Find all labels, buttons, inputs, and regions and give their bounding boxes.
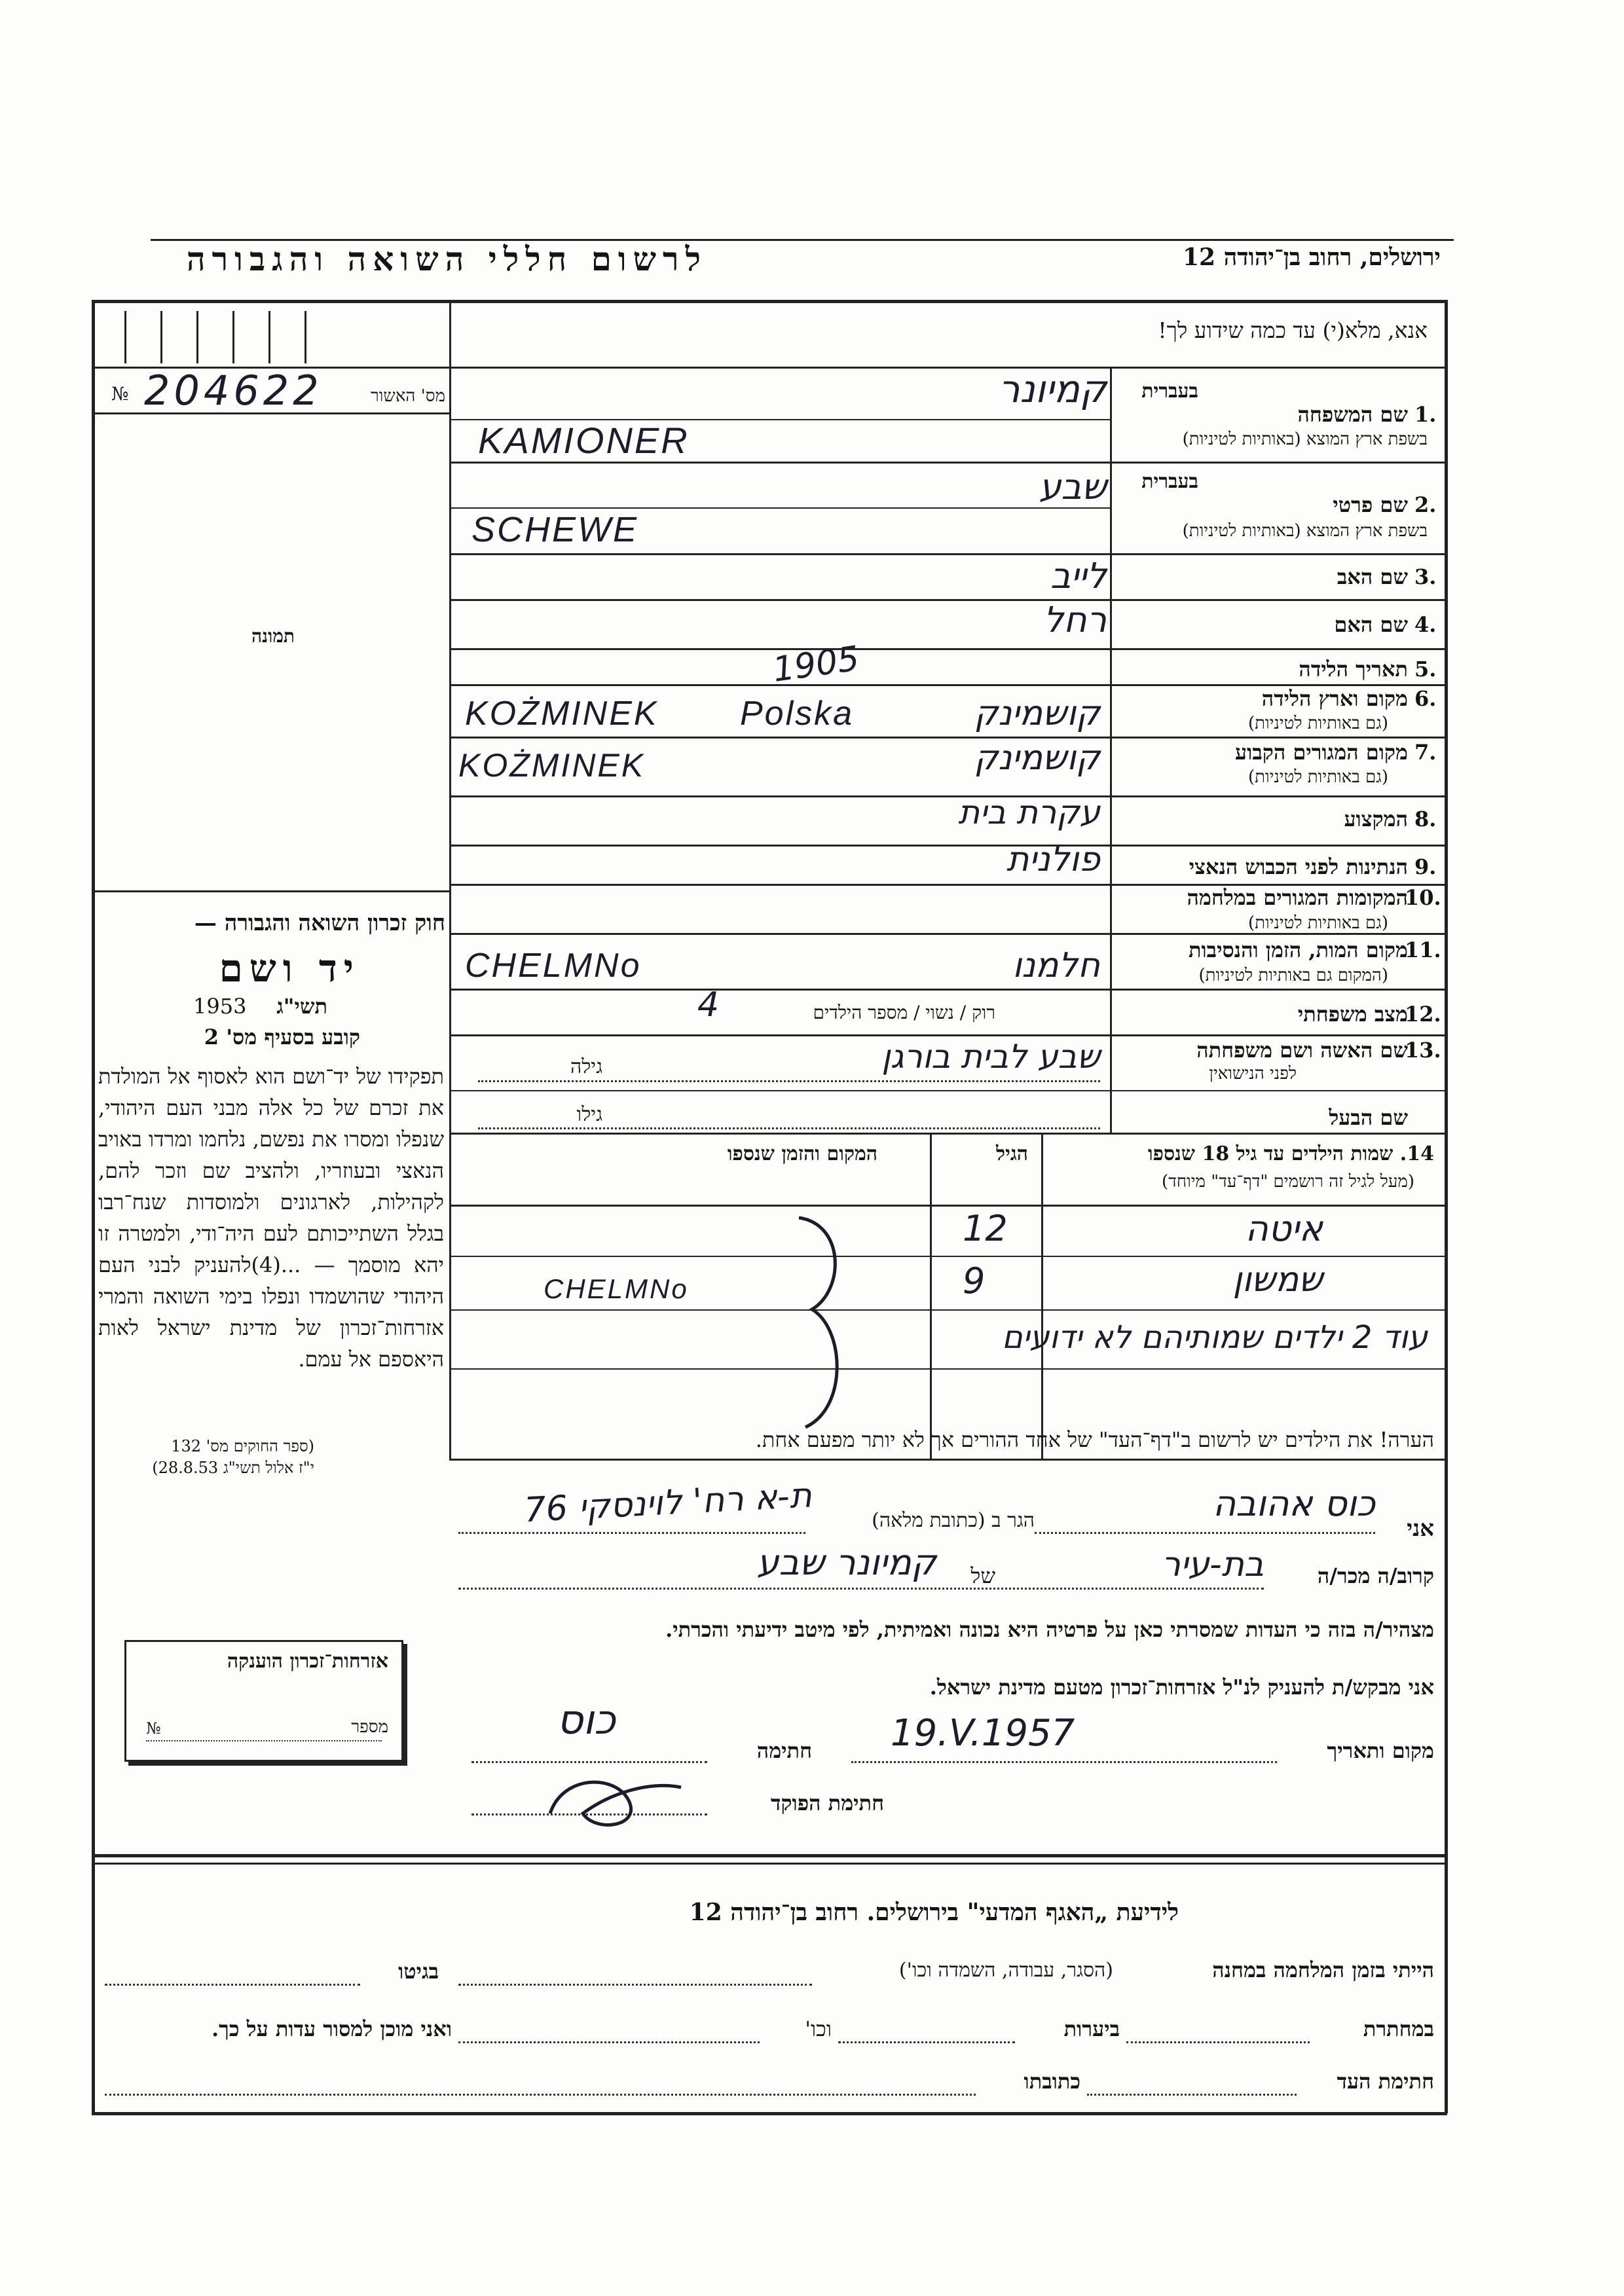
- field-6-sub: (גם באותיות לטיניות): [1247, 714, 1388, 733]
- field-2-num: 2.: [1414, 492, 1437, 517]
- field-1-num: 1.: [1414, 402, 1437, 427]
- children-row-rule: [449, 1309, 1445, 1311]
- field-10-rule: [449, 933, 1445, 935]
- header-title: לרשום חללי השואה והגבורה: [186, 240, 707, 278]
- field-11-num: 11.: [1405, 938, 1441, 962]
- field-13-label: שם האשה ושם משפחתה: [1196, 1038, 1408, 1063]
- relation-label: קרוב/ה מכר/ה: [1317, 1563, 1434, 1588]
- field-6-label: מקום וארץ הלידה: [1261, 686, 1408, 711]
- husband-dotted: [478, 1127, 1100, 1129]
- field-9-label: הנתינות לפני הכבוש הנאצי: [1189, 854, 1408, 879]
- children-header-age: הגיל: [995, 1142, 1028, 1165]
- citizenship-number-label: מספר: [351, 1717, 388, 1737]
- field-11-value-latin: CHELMNo: [465, 947, 642, 985]
- footer-line3-b: כתובתו: [1024, 2069, 1080, 2094]
- children-row-rule: [449, 1256, 1445, 1257]
- field-1-sub-he: בעברית: [1141, 380, 1198, 403]
- child-age: 12: [963, 1208, 1008, 1249]
- field-2-value-latin: SCHEWE: [471, 510, 639, 549]
- left-column-divider: [449, 300, 451, 1459]
- field-3-value: לייב: [1050, 555, 1107, 596]
- place-date-value: 19.V.1957: [891, 1712, 1075, 1755]
- children-note: הערה! את הילדים יש לרשום ב"דף־העד" של אחד ההורים אך לא יותר מפעם אחת.: [755, 1427, 1434, 1452]
- footer-top-rule: [92, 1854, 1447, 1857]
- husband-age-label: גילו: [576, 1103, 602, 1126]
- of-value: קמיונר שבע: [756, 1542, 936, 1583]
- tick-mark: [232, 311, 234, 363]
- field-12-label: מצב משפחתי: [1297, 1002, 1408, 1027]
- header-address: ירושלים, רחוב בן־יהודה 12: [1182, 244, 1441, 271]
- field-10-label: המקומות המגורים במלחמה: [1187, 885, 1408, 910]
- husband-label: שם הבעל: [1329, 1105, 1408, 1130]
- footer-line2-dotted: [1126, 2041, 1310, 2043]
- law-ref-1: (ספר החוקים מס' 132: [171, 1437, 314, 1455]
- form-intro: אנא, מלא(י) עד כמה שידוע לך!: [1158, 318, 1428, 343]
- field-4-num: 4.: [1414, 612, 1437, 637]
- field-12-value: 4: [697, 985, 720, 1025]
- children-header-rule: [449, 1205, 1445, 1207]
- field-11-sub: (המקום גם באותיות לטיניות): [1198, 966, 1388, 985]
- field-13-age-label: גילה: [570, 1055, 602, 1078]
- declaration-statement: מצהיר/ה בזה כי העדות שמסרתי כאן על פרטיה היא נכונה ואמיתית, לפי מיטב ידיעתי והכרתי.: [665, 1617, 1434, 1642]
- field-9-num: 9.: [1414, 854, 1437, 879]
- field-7-value-he: קושמינק: [974, 738, 1100, 778]
- footer-line3-a: חתימת העד: [1337, 2069, 1434, 2094]
- place-date-dotted: [851, 1761, 1277, 1763]
- declarant-label: אני: [1407, 1516, 1434, 1542]
- field-10-num: 10.: [1405, 885, 1441, 910]
- field-7-num: 7.: [1414, 740, 1437, 765]
- child-name: עוד 2 ילדים שמותיהם לא ידועים: [1001, 1319, 1428, 1356]
- field-7-label: מקום המגורים הקבוע: [1235, 740, 1408, 765]
- children-age-divider-left: [1041, 1133, 1043, 1460]
- field-12-options: רוק / נשוי / מספר הילדים: [813, 1002, 995, 1023]
- law-year: 1953: [193, 994, 247, 1019]
- footer-line3-dotted: [1087, 2094, 1297, 2096]
- declarant-dotted: [1035, 1532, 1375, 1534]
- form-bottom-border: [92, 2112, 1447, 2115]
- citizenship-box-title: אזרחות־זכרון הוענקה: [227, 1650, 388, 1673]
- husband-rule: [449, 1133, 1445, 1135]
- declarant-name: כוס אהובה: [1212, 1483, 1375, 1524]
- child-place: CHELMNo: [544, 1273, 689, 1304]
- law-section: קובע בסעיף מס' 2: [204, 1025, 360, 1049]
- field-2-value-he: שבע: [1039, 466, 1107, 507]
- tick-mark: [160, 311, 162, 363]
- field-13-dotted: [478, 1080, 1100, 1082]
- field-13-sub: לפני הנישואין: [1209, 1064, 1297, 1084]
- field-1-rule: [449, 462, 1445, 464]
- footer-line2-dotted-3: [458, 2041, 760, 2043]
- photo-label: תמונה: [251, 625, 295, 647]
- registration-label: מס' האשור: [370, 386, 445, 406]
- official-signature-scribble: [537, 1768, 694, 1840]
- declaration-request: אני מבקש/ת להעניק לנ"ל אזרחות־זכרון מטעם מדינת ישראל.: [929, 1675, 1434, 1700]
- field-12-num: 12.: [1405, 1002, 1441, 1027]
- address-dotted: [458, 1532, 805, 1534]
- field-1-value-latin: KAMIONER: [478, 420, 690, 461]
- field-3-label: שם האב: [1337, 564, 1408, 589]
- children-header-name-sub: (מעל לגיל זה רושמים "דף־עד" מיוחד): [1162, 1172, 1414, 1192]
- law-ref-2: י"ז אלול תשי"ג 28.8.53): [152, 1459, 314, 1477]
- child-age: 9: [963, 1260, 986, 1302]
- field-4-rule: [449, 648, 1445, 650]
- field-8-label: המקצוע: [1344, 807, 1408, 831]
- field-5-label: תאריך הלידה: [1299, 657, 1408, 682]
- footer-line2-b: ביערות: [1063, 2016, 1120, 2041]
- field-2-mid-rule: [449, 507, 1111, 509]
- tick-mark: [196, 311, 198, 363]
- header-top-rule: [151, 239, 1454, 241]
- footer-line3-dotted-2: [105, 2094, 976, 2096]
- field-9-value: פולנית: [1006, 840, 1100, 879]
- field-7-sub: (גם באותיות לטיניות): [1247, 767, 1388, 787]
- field-13-rule: [449, 1090, 1445, 1091]
- children-row-rule: [449, 1368, 1445, 1370]
- field-11-label: מקום המות, הזמן והנסיבות: [1188, 938, 1408, 962]
- field-7-value-latin: KOŻMINEK: [458, 747, 646, 784]
- footer-line2-a: במחתרת: [1363, 2016, 1434, 2041]
- footer-top-rule-2: [92, 1863, 1447, 1865]
- children-header-place: המקום והזמן שנספו: [727, 1142, 877, 1165]
- field-11-value-he: חלמנו: [1012, 946, 1100, 985]
- note-rule: [449, 1459, 1445, 1461]
- field-1-label: שם המשפחה: [1297, 402, 1408, 427]
- field-11-rule: [449, 989, 1445, 991]
- label-column-divider: [1110, 367, 1112, 1133]
- registration-number: 204622: [144, 367, 323, 414]
- field-2-label: שם פרטי: [1333, 492, 1408, 517]
- field-6-value-latin2: Polska: [740, 695, 855, 733]
- form-right-border: [1445, 300, 1448, 2113]
- signature-label: חתימה: [756, 1738, 812, 1763]
- reg-rule-bottom: [92, 412, 449, 414]
- footer-line1-a: הייתי בזמן המלחמה במחנה: [1212, 1958, 1434, 1982]
- signature-dotted: [471, 1761, 707, 1763]
- field-4-value: רחל: [1043, 599, 1107, 640]
- field-6-value-he: קושמינק: [974, 694, 1100, 733]
- field-12-rule: [449, 1034, 1445, 1036]
- citizenship-number-dotted: [146, 1740, 382, 1741]
- field-3-num: 3.: [1414, 564, 1437, 589]
- children-age-divider-right: [930, 1133, 932, 1460]
- official-signature-label: חתימת הפוקד: [771, 1791, 884, 1815]
- footer-line2-dotted-2: [838, 2041, 1015, 2043]
- resident-label: הגר ב (כתובת מלאה): [872, 1509, 1035, 1532]
- citizenship-box: [124, 1640, 403, 1762]
- law-year-he: תשי"ג: [276, 994, 327, 1019]
- field-10-sub: (גם באותיות לטיניות): [1247, 913, 1388, 933]
- tick-mark: [268, 311, 270, 363]
- field-2-sub-he: בעברית: [1141, 470, 1198, 493]
- footer-line2-c: וכו': [805, 2016, 832, 2041]
- child-name: איטה: [1245, 1208, 1323, 1249]
- law-text: תפקידו של יד־ושם הוא לאסוף אל המולדת את זכרם של כל אלה מבני העם היהודי, שנפלו ומסרו את נפשם, נלחמו ומרדו באויב הנאצי ובעוזריו, ולהציב שם וזכר להם, לקהילות, לארגונים ולמוסדות שנח־רבו בגלל השתייכותם לעם היה־ודי, ולמטרה זו יהא מוסמך — ...(4)להעניק לבני העם היהודי שהושמדו ונפלו בימי השואה והמרי אזרחות־זכרון של מדינת ישראל לאות היאספם אל עמם.: [98, 1064, 445, 1372]
- footer-line1-dotted: [458, 1984, 812, 1986]
- citizenship-number-sign: №: [146, 1719, 161, 1738]
- field-1-value-he: קמיונר: [998, 367, 1107, 411]
- footer-line1-c: בגיטו: [398, 1959, 439, 1984]
- bracket-icon: [786, 1211, 858, 1434]
- field-4-label: שם האם: [1334, 612, 1408, 637]
- relation-dotted: [458, 1588, 1264, 1590]
- place-date-label: מקום ותאריך: [1327, 1738, 1434, 1763]
- child-name: שמשון: [1232, 1260, 1323, 1300]
- field-6-value-latin: KOŻMINEK: [465, 695, 659, 733]
- footer-title: לידיעת „האגף המדעי" בירושלים. רחוב בן־יהודה 12: [689, 1899, 1179, 1926]
- photo-box-bottom: [92, 890, 449, 892]
- field-13-value: שבע לבית בורגן: [881, 1038, 1100, 1076]
- field-1-sub-latin: בשפת ארץ המוצא (באותיות לטיניות): [1182, 429, 1428, 449]
- footer-line1-dotted-2: [105, 1984, 360, 1986]
- field-8-num: 8.: [1414, 807, 1437, 831]
- declarant-address: ת-א רח' לוינסקי 76: [523, 1476, 813, 1531]
- relation-value: בת-עיר: [1161, 1545, 1264, 1584]
- signature-value: כוס: [557, 1696, 616, 1743]
- footer-line2-d: ואני מוכן למסור עדות על כך.: [211, 2016, 452, 2041]
- law-name: יד ושם: [219, 946, 360, 991]
- field-5-value: 1905: [770, 639, 862, 690]
- field-13-num: 13.: [1405, 1038, 1441, 1063]
- field-8-value: עקרת בית: [958, 793, 1100, 831]
- number-sign: №: [111, 383, 129, 405]
- tick-mark: [124, 311, 126, 363]
- footer-line1-b: (הסגר, עבודה, השמדה וכו'): [898, 1959, 1113, 1982]
- form-top-border: [92, 300, 1447, 303]
- field-2-sub-latin: בשפת ארץ המוצא (באותיות לטיניות): [1182, 521, 1428, 541]
- of-label: של: [970, 1563, 995, 1588]
- law-title: חוק זכרון השואה והגבורה —: [194, 910, 445, 936]
- form-left-border: [92, 300, 95, 2113]
- tick-mark: [304, 311, 306, 363]
- children-header-name: 14. שמות הילדים עד גיל 18 שנספו: [1147, 1142, 1434, 1165]
- field-5-num: 5.: [1414, 657, 1437, 682]
- field-6-num: 6.: [1414, 686, 1437, 711]
